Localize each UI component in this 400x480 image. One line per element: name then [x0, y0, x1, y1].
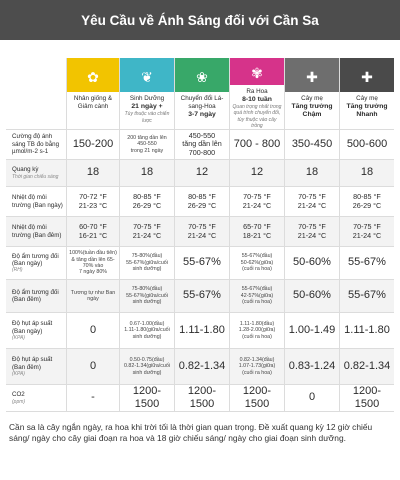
table-cell: 0 [66, 349, 119, 384]
table-cell: 80-85 °F 26-29 °C [339, 187, 394, 216]
seed-icon: ✿ [67, 62, 119, 92]
row-label: Quang kỳ Thời gian chiếu sáng [12, 166, 59, 180]
page-title-bar [0, 0, 400, 40]
table-cell: 80-85 °F 26-29 °C [174, 187, 229, 216]
table-row [6, 349, 394, 385]
stage-col-mother-slow [284, 58, 339, 129]
table-cell: 55-67% [339, 247, 394, 279]
mother-plant-fast-icon: ✚ [340, 62, 394, 92]
table-cell: 55-67% [174, 247, 229, 279]
table-cell: 65-70 °F 18-21 °C [229, 217, 284, 246]
row-label: Độ ẩm tương đối (Ban đêm) [12, 288, 59, 303]
table-cell: 70-75 °F 21-24 °C [174, 217, 229, 246]
table-row [6, 280, 394, 313]
stage-name: Sinh Dưỡng [129, 95, 165, 102]
row-label: Độ ẩm tương đối (Ban ngày) (RH) [12, 252, 59, 274]
table-cell: 18 [119, 160, 174, 186]
table-cell: 0.50-0.75(đầu) 0.82-1.34(giữa/cuối sinh dưỡng) [119, 349, 174, 384]
table-cell: 0 [66, 313, 119, 348]
table-cell: 1200-1500 [174, 385, 229, 411]
table-row [6, 247, 394, 280]
table-cell: 55-67%(đầu) 50-62%(giữa) (cuối ra hoa) [229, 247, 284, 279]
table-cell: 50-60% [284, 247, 339, 279]
table-cell: 70-75 °F 21-24 °C [119, 217, 174, 246]
table-row [6, 313, 394, 349]
table-cell: 0.82-1.34 [339, 349, 394, 384]
table-cell: 75-80%(đầu) 55-67%(giữa/cuối sinh dưỡng) [119, 280, 174, 312]
table-row [6, 217, 394, 247]
header-corner [6, 58, 66, 129]
table-cell: 70-72 °F 21-23 °C [66, 187, 119, 216]
table-cell: 60-70 °F 16-21 °C [66, 217, 119, 246]
stage-name: Cây mẹ [301, 95, 323, 102]
row-label: Cường độ ánh sáng TB đo bằng µmol/m-2 s-1 [12, 133, 60, 156]
table-cell: 55-67% [174, 280, 229, 312]
stage-duration: 8-10 tuần [242, 95, 272, 103]
table-cell: 1200-1500 [339, 385, 394, 411]
table-cell: 55-67% [339, 280, 394, 312]
table-cell: 1.11-1.80 [339, 313, 394, 348]
table-cell: 75-80%(đầu) 55-67%(giữa/cuối sinh dưỡng) [119, 247, 174, 279]
table-cell: 700 - 800 [229, 130, 284, 159]
table-cell: 1.11-1.80 [174, 313, 229, 348]
table-row [6, 385, 394, 412]
table-cell: 50-60% [284, 280, 339, 312]
table-cell: 1200-1500 [119, 385, 174, 411]
stage-col-transition [174, 58, 229, 129]
row-label: Độ hụt áp suất (Ban ngày) (KPA) [12, 320, 53, 341]
table-cell: 70-75 °F 21-24 °C [229, 187, 284, 216]
table-cell: 1.11-1.80(đầu) 1.28-2.00(giữa) (cuối ra hoa) [229, 313, 284, 348]
table-cell: 0 [284, 385, 339, 411]
table-cell: 18 [339, 160, 394, 186]
row-label: Nhiệt độ môi trường (Ban đêm) [12, 224, 62, 239]
stage-col-flowering [229, 58, 284, 129]
table-cell: 70-75 °F 21-24 °C [339, 217, 394, 246]
transition-icon: ❀ [175, 62, 229, 92]
seedling-icon: ❦ [120, 62, 174, 92]
stage-duration: Tăng trưởng Chậm [291, 102, 333, 119]
table-cell: 0.67-1.00(đầu) 1.11-1.80(giữa/cuối sinh dưỡng) [119, 313, 174, 348]
table-row [6, 160, 394, 187]
table-row [6, 130, 394, 160]
table-cell: Tương tự như Ban ngày [66, 280, 119, 312]
row-label: Nhiệt độ môi trường (Ban ngày) [12, 194, 63, 209]
stage-name: Nhân giống & Giâm cành [73, 95, 113, 110]
table-cell: 70-75 °F 21-24 °C [284, 217, 339, 246]
table-cell: 18 [284, 160, 339, 186]
row-label: Độ hụt áp suất (Ban đêm) (KPA) [12, 356, 53, 377]
table-cell: 500-600 [339, 130, 394, 159]
table-cell: 1200-1500 [229, 385, 284, 411]
table-cell: 55-67%(đầu) 42-57%(giữa) (cuối ra hoa) [229, 280, 284, 312]
stage-col-propagation [66, 58, 119, 129]
table-cell: 80-85 °F 26-29 °C [119, 187, 174, 216]
stage-note: Quan trọng nhất trong quá trình chuyển đổi, tùy thuộc vào cây trồng [232, 104, 282, 129]
flower-icon: ✾ [230, 61, 284, 85]
stage-duration: 3-7 ngày [188, 110, 216, 118]
table-cell: 0.83-1.24 [284, 349, 339, 384]
table-cell: 12 [229, 160, 284, 186]
stage-duration: Tăng trưởng Nhanh [346, 102, 388, 119]
page-title: Yêu Cầu về Ánh Sáng đối với Cần Sa [81, 12, 319, 28]
stage-col-vegetative [119, 58, 174, 129]
stage-name: Chuyển đổi Lá-sang-Hoa [180, 95, 224, 110]
stage-name: Cây mẹ [356, 95, 378, 102]
table-cell: - [66, 385, 119, 411]
stage-duration: 21 ngày + [131, 102, 163, 110]
table-cell: 450-550 tăng dần lên 700-800 [174, 130, 229, 159]
table-cell: 100%(tuần đầu tiên) & tăng dần lên 65-70% vào 7 ngày 80% [66, 247, 119, 279]
table-row [6, 187, 394, 217]
stage-name: Ra Hoa [246, 87, 268, 95]
table-cell: 350-450 [284, 130, 339, 159]
table-cell: 18 [66, 160, 119, 186]
mother-plant-slow-icon: ✚ [285, 62, 339, 92]
row-label: CO2 (ppm) [12, 391, 26, 405]
footer-note: Cần sa là cây ngắn ngày, ra hoa khi trời tối là thời gian quan trọng. Đề xuất quang kỳ 12 giờ chiếu sáng/ ngày cho cây giai đoạn ra hoa và 18 giờ chiếu sáng/ ngày cho giai đoạn sinh dưỡng. [9, 422, 373, 444]
table-cell: 0.82-1.34(đầu) 1.07-1.73(giữa) (cuối ra hoa) [229, 349, 284, 384]
table-cell: 150-200 [66, 130, 119, 159]
stage-col-mother-fast [339, 58, 394, 129]
table-cell: 1.00-1.49 [284, 313, 339, 348]
light-requirements-table [6, 58, 394, 412]
table-cell: 70-75 °F 21-24 °C [284, 187, 339, 216]
table-cell: 200 tăng dần lên 450-550 trong 21 ngày [119, 130, 174, 159]
stage-note: Tùy thuộc vào chiến lược [124, 111, 170, 124]
table-cell: 0.82-1.34 [174, 349, 229, 384]
table-cell: 12 [174, 160, 229, 186]
stage-header-row [6, 58, 394, 130]
